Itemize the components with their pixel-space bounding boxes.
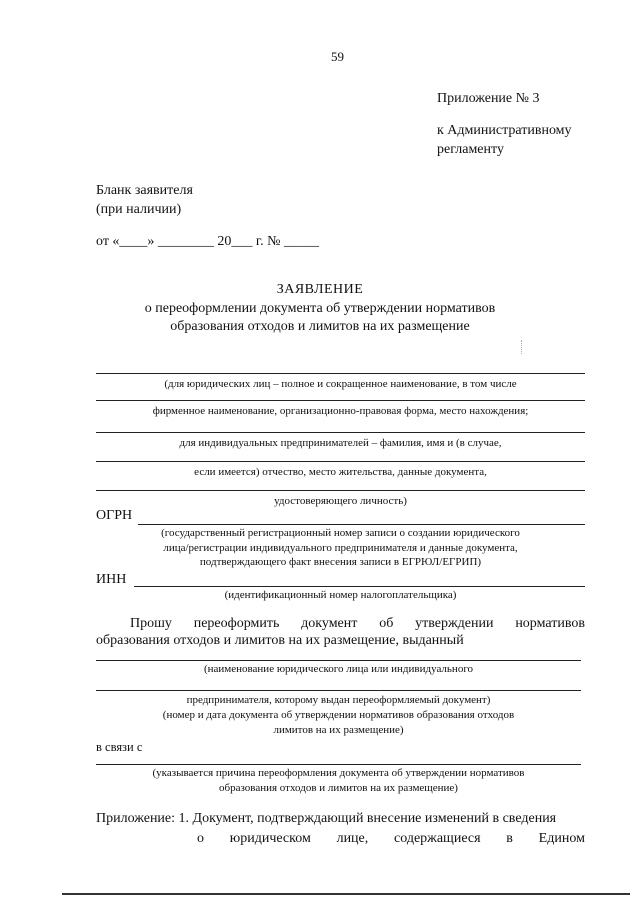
ogrn-caption-2: лица/регистрации индивидуального предпринимателя и данные документа, — [163, 542, 518, 554]
applicant-blank-label: Бланк заявителя — [96, 183, 193, 198]
reason-label: в связи с — [96, 740, 143, 754]
request-word: Прошу — [130, 616, 172, 631]
attachment-word: в — [506, 831, 513, 846]
date-number-line[interactable]: от «____» ________ 20___ г. № _____ — [96, 234, 319, 249]
attachment-word: Едином — [538, 831, 585, 846]
ogrn-field[interactable] — [138, 524, 585, 525]
applicant-caption-3: для индивидуальных предпринимателей – фамилия, имя и (в случае, — [179, 437, 502, 449]
page-number: 59 — [331, 49, 344, 64]
entrepreneur-name-field[interactable] — [96, 432, 585, 433]
inn-field[interactable] — [134, 586, 585, 587]
attachment-line-2 — [197, 832, 585, 846]
page-bottom-rule — [62, 893, 630, 895]
scan-speck — [521, 340, 523, 354]
applicant-form-field[interactable] — [96, 400, 585, 401]
attachment-word: содержащиеся — [394, 831, 481, 846]
appendix-to: к Административному — [437, 123, 572, 138]
document-subtitle-1: о переоформлении документа об утверждении нормативов — [144, 301, 496, 316]
identity-document-field[interactable] — [96, 490, 585, 491]
request-word: утверждении — [415, 616, 494, 631]
applicant-caption-4: если имеется) отчество, место жительства, данные документа, — [194, 466, 487, 478]
applicant-name-field[interactable] — [96, 373, 585, 374]
request-line-1 — [130, 617, 585, 631]
request-word: об — [379, 616, 394, 631]
applicant-caption-1: (для юридических лиц – полное и сокращенное наименование, в том числе — [164, 378, 517, 390]
issuer-name-field[interactable] — [96, 660, 581, 661]
inn-caption: (идентификационный номер налогоплательщика) — [224, 589, 457, 601]
ogrn-label: ОГРН — [96, 508, 133, 523]
inn-label: ИНН — [96, 572, 127, 587]
document-subtitle-2: образования отходов и лимитов на их размещение — [170, 319, 470, 334]
attachment-word: юридическом — [229, 831, 311, 846]
residence-field[interactable] — [96, 461, 585, 462]
ogrn-caption-3: подтверждающего факт внесения записи в ЕГРЮЛ/ЕГРИП) — [199, 556, 482, 568]
reason-caption-1: (указывается причина переоформления документа об утверждении нормативов — [152, 767, 525, 779]
attachment-line-1: Приложение: 1. Документ, подтверждающий внесение изменений в сведения — [96, 811, 557, 826]
applicant-caption-2: фирменное наименование, организационно-правовая форма, место нахождения; — [152, 405, 529, 417]
reason-field[interactable] — [96, 764, 581, 765]
request-line-2: образования отходов и лимитов на их размещение, выданный — [96, 633, 464, 648]
request-word: нормативов — [515, 616, 585, 631]
issuer-caption-2: предпринимателя, которому выдан переоформляемый документ) — [186, 694, 491, 706]
attachment-word: о — [197, 831, 204, 846]
issuer-caption-4: лимитов на их размещение) — [273, 724, 404, 736]
issuer-caption-1: (наименование юридического лица или индивидуального — [203, 663, 474, 675]
request-word: документ — [301, 616, 358, 631]
applicant-caption-5: удостоверяющего личность) — [274, 495, 407, 507]
issued-document-field[interactable] — [96, 690, 581, 691]
document-title: ЗАЯВЛЕНИЕ — [276, 282, 364, 297]
request-word: переоформить — [193, 616, 280, 631]
reason-caption-2: образования отходов и лимитов на их размещение) — [219, 782, 458, 794]
attachment-word: лице, — [336, 831, 369, 846]
ogrn-caption-1: (государственный регистрационный номер записи о создании юридического — [161, 527, 520, 539]
appendix-regulation: регламенту — [437, 142, 504, 157]
issuer-caption-3: (номер и дата документа об утверждении нормативов образования отходов — [162, 709, 515, 721]
appendix-title: Приложение № 3 — [437, 91, 540, 106]
applicant-blank-note: (при наличии) — [96, 202, 182, 217]
